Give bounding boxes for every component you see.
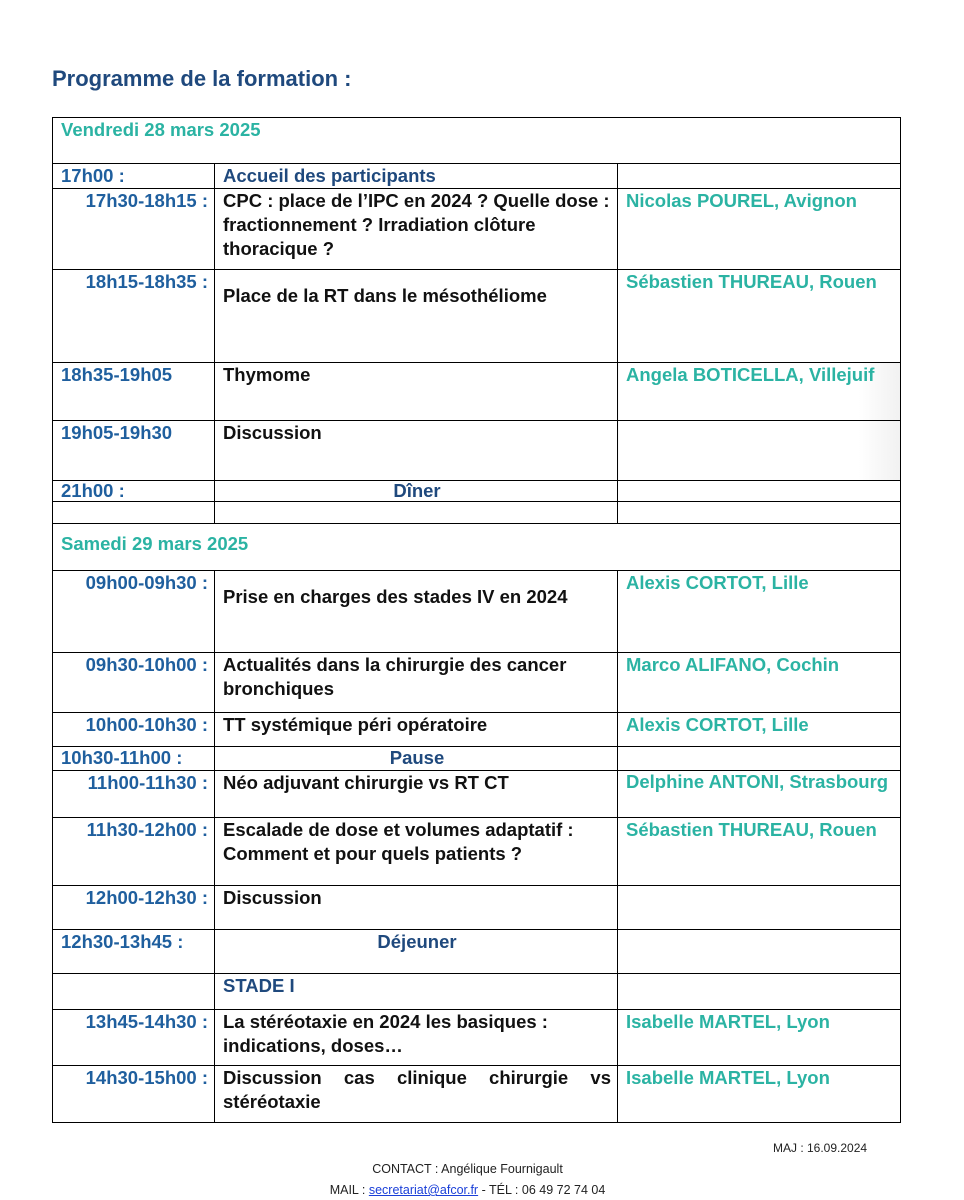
time-cell: 14h30-15h00 :	[53, 1066, 215, 1123]
table-row	[53, 164, 901, 189]
empty-cell	[53, 502, 215, 524]
table-row	[53, 930, 901, 974]
speaker-cell	[618, 886, 901, 930]
topic-cell: Prise en charges des stades IV en 2024	[215, 571, 618, 653]
speaker-cell: Delphine ANTONI, Strasbourg	[618, 771, 901, 818]
phone-text: - TÉL : 06 49 72 74 04	[478, 1183, 606, 1197]
time-cell: 21h00 :	[53, 481, 215, 502]
time-cell: 13h45-14h30 :	[53, 1010, 215, 1066]
speaker-cell: Sébastien THUREAU, Rouen	[618, 818, 901, 886]
topic-cell: Discussion	[215, 421, 618, 481]
speaker-cell: Marco ALIFANO, Cochin	[618, 653, 901, 713]
topic-cell: Déjeuner	[215, 930, 618, 974]
topic-cell: CPC : place de l’IPC en 2024 ? Quelle dose : fractionnement ? Irradiation clôture thoracique ?	[215, 189, 618, 270]
speaker-cell: Angela BOTICELLA, Villejuif	[618, 363, 901, 421]
email-link[interactable]: secretariat@afcor.fr	[368, 1183, 479, 1197]
table-row	[53, 771, 901, 818]
table-row	[53, 1066, 901, 1123]
speaker-cell	[618, 421, 901, 481]
table-row	[53, 747, 901, 771]
page-title: Programme de la formation :	[52, 66, 352, 91]
time-cell: 12h00-12h30 :	[53, 886, 215, 930]
time-cell: 18h15-18h35 :	[53, 270, 215, 363]
day-header-row	[53, 524, 901, 571]
time-cell: 10h30-11h00 :	[53, 747, 215, 771]
topic-cell: Dîner	[215, 481, 618, 502]
speaker-cell: Alexis CORTOT, Lille	[618, 571, 901, 653]
speaker-cell	[618, 930, 901, 974]
table-row	[53, 886, 901, 930]
table-row	[53, 1010, 901, 1066]
topic-cell: Escalade de dose et volumes adaptatif : Comment et pour quels patients ?	[215, 818, 618, 886]
time-cell: 09h00-09h30 :	[53, 571, 215, 653]
spacer-row	[53, 502, 901, 524]
time-cell: 09h30-10h00 :	[53, 653, 215, 713]
time-cell	[53, 974, 215, 1010]
speaker-cell: Nicolas POUREL, Avignon	[618, 189, 901, 270]
empty-cell	[618, 502, 901, 524]
table-row	[53, 481, 901, 502]
update-date: MAJ : 16.09.2024	[773, 1141, 868, 1155]
speaker-cell: Isabelle MARTEL, Lyon	[618, 1010, 901, 1066]
speaker-cell	[618, 164, 901, 189]
table-row	[53, 974, 901, 1010]
topic-cell: Accueil des participants	[215, 164, 618, 189]
speaker-cell: Sébastien THUREAU, Rouen	[618, 270, 901, 363]
speaker-cell	[618, 747, 901, 771]
topic-cell: La stéréotaxie en 2024 les basiques : indications, doses…	[215, 1010, 618, 1066]
time-cell: 17h00 :	[53, 164, 215, 189]
day-label: Samedi 29 mars 2025	[53, 524, 901, 571]
table-row	[53, 421, 901, 481]
topic-cell: Discussion cas clinique chirurgie vs stéréotaxie	[215, 1066, 618, 1123]
speaker-cell	[618, 481, 901, 502]
table-row	[53, 189, 901, 270]
programme-table	[52, 117, 901, 1123]
topic-cell: TT systémique péri opératoire	[215, 713, 618, 747]
topic-cell: Place de la RT dans le mésothéliome	[215, 270, 618, 363]
topic-cell: Pause	[215, 747, 618, 771]
mail-label: MAIL :	[329, 1183, 369, 1197]
time-cell: 12h30-13h45 :	[53, 930, 215, 974]
topic-cell: Discussion	[215, 886, 618, 930]
time-cell: 18h35-19h05	[53, 363, 215, 421]
contact-line: CONTACT : Angélique Fournigault	[372, 1162, 563, 1176]
time-cell: 19h05-19h30	[53, 421, 215, 481]
speaker-cell	[618, 974, 901, 1010]
day-header-row	[53, 118, 901, 164]
empty-cell	[215, 502, 618, 524]
topic-cell: Néo adjuvant chirurgie vs RT CT	[215, 771, 618, 818]
table-row	[53, 818, 901, 886]
table-row	[53, 571, 901, 653]
speaker-cell: Alexis CORTOT, Lille	[618, 713, 901, 747]
topic-cell: STADE I	[215, 974, 618, 1010]
time-cell: 11h30-12h00 :	[53, 818, 215, 886]
table-row	[53, 653, 901, 713]
topic-cell: Actualités dans la chirurgie des cancer bronchiques	[215, 653, 618, 713]
speaker-cell: Isabelle MARTEL, Lyon	[618, 1066, 901, 1123]
topic-cell: Thymome	[215, 363, 618, 421]
day-label: Vendredi 28 mars 2025	[53, 118, 901, 164]
time-cell: 10h00-10h30 :	[53, 713, 215, 747]
table-row	[53, 270, 901, 363]
table-row	[53, 363, 901, 421]
mail-line	[0, 1183, 935, 1197]
table-row	[53, 713, 901, 747]
time-cell: 17h30-18h15 :	[53, 189, 215, 270]
time-cell: 11h00-11h30 :	[53, 771, 215, 818]
